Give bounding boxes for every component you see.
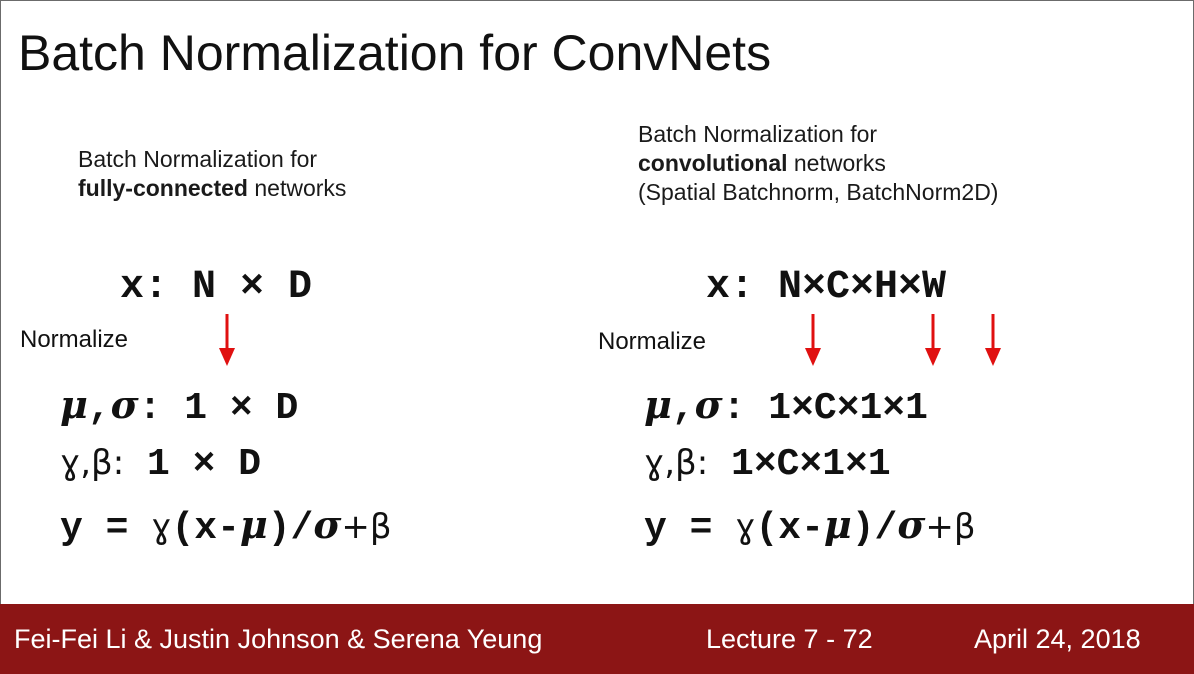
footer-authors: Fei-Fei Li & Justin Johnson & Serena Yeung <box>14 624 543 654</box>
left-eq-mid2: )/ <box>267 507 314 550</box>
left-arrow-d <box>217 314 237 366</box>
right-arrow-h <box>923 314 943 366</box>
right-params <box>644 443 891 486</box>
right-params-value: 1×C×1×1 <box>708 443 891 486</box>
slide-title: Batch Normalization for ConvNets <box>18 25 772 81</box>
right-normalize-label: Normalize <box>598 328 707 355</box>
left-eq-mu: μ <box>239 502 268 547</box>
footer-date: April 24, 2018 <box>974 624 1141 654</box>
right-eq-gamma: ɣ <box>735 507 756 547</box>
mu-symbol-right: μ <box>644 382 672 427</box>
right-caption <box>638 120 998 207</box>
sigma-symbol: σ <box>110 382 139 427</box>
right-stats <box>644 382 928 430</box>
right-caption-rest: networks <box>787 150 886 176</box>
left-caption-rest: networks <box>247 175 347 201</box>
right-equation <box>644 502 976 550</box>
left-equation <box>60 502 392 550</box>
left-shape-label: x: <box>120 265 169 310</box>
right-params-label: ɣ,β: <box>644 443 709 483</box>
left-stats <box>60 382 299 430</box>
left-eq-mid1: (x- <box>171 507 240 550</box>
sigma-symbol-right: σ <box>694 382 723 427</box>
left-caption <box>78 145 346 203</box>
left-normalize-label: Normalize <box>20 326 129 353</box>
left-eq-end: +β <box>341 507 392 547</box>
right-eq-end: +β <box>925 507 976 547</box>
right-eq-mid2: )/ <box>851 507 898 550</box>
left-stats-value: : 1 × D <box>138 387 299 430</box>
right-shape <box>706 265 947 310</box>
footer-lecture: Lecture 7 - 72 <box>706 624 873 654</box>
left-eq-sigma: σ <box>313 502 342 547</box>
right-stats-comma: , <box>671 387 695 430</box>
right-eq-mu: μ <box>823 502 852 547</box>
right-shape-label: x: <box>706 265 755 310</box>
right-arrow-n <box>803 314 823 366</box>
left-params-value: 1 × D <box>124 443 262 486</box>
left-caption-bold: fully-connected <box>78 175 248 201</box>
right-eq-sigma: σ <box>897 502 926 547</box>
right-eq-mid1: (x- <box>755 507 824 550</box>
left-params <box>60 443 262 486</box>
right-caption-bold: convolutional <box>638 150 788 176</box>
right-stats-value: : 1×C×1×1 <box>722 387 928 430</box>
left-caption-line1: Batch Normalization for <box>78 146 318 172</box>
mu-symbol: μ <box>60 382 88 427</box>
right-caption-line3: (Spatial Batchnorm, BatchNorm2D) <box>638 179 999 205</box>
left-caption-line2 <box>78 174 346 203</box>
left-stats-comma: , <box>87 387 111 430</box>
right-caption-line2 <box>638 149 998 178</box>
right-shape-value: N×C×H×W <box>778 265 947 310</box>
right-eq-lhs: y = <box>644 507 736 550</box>
right-caption-line1: Batch Normalization for <box>638 121 878 147</box>
left-eq-gamma: ɣ <box>151 507 172 547</box>
right-arrow-w <box>983 314 1003 366</box>
left-eq-lhs: y = <box>60 507 152 550</box>
left-params-label: ɣ,β: <box>60 443 125 483</box>
left-shape <box>120 265 313 310</box>
left-shape-value: N × D <box>192 265 313 310</box>
